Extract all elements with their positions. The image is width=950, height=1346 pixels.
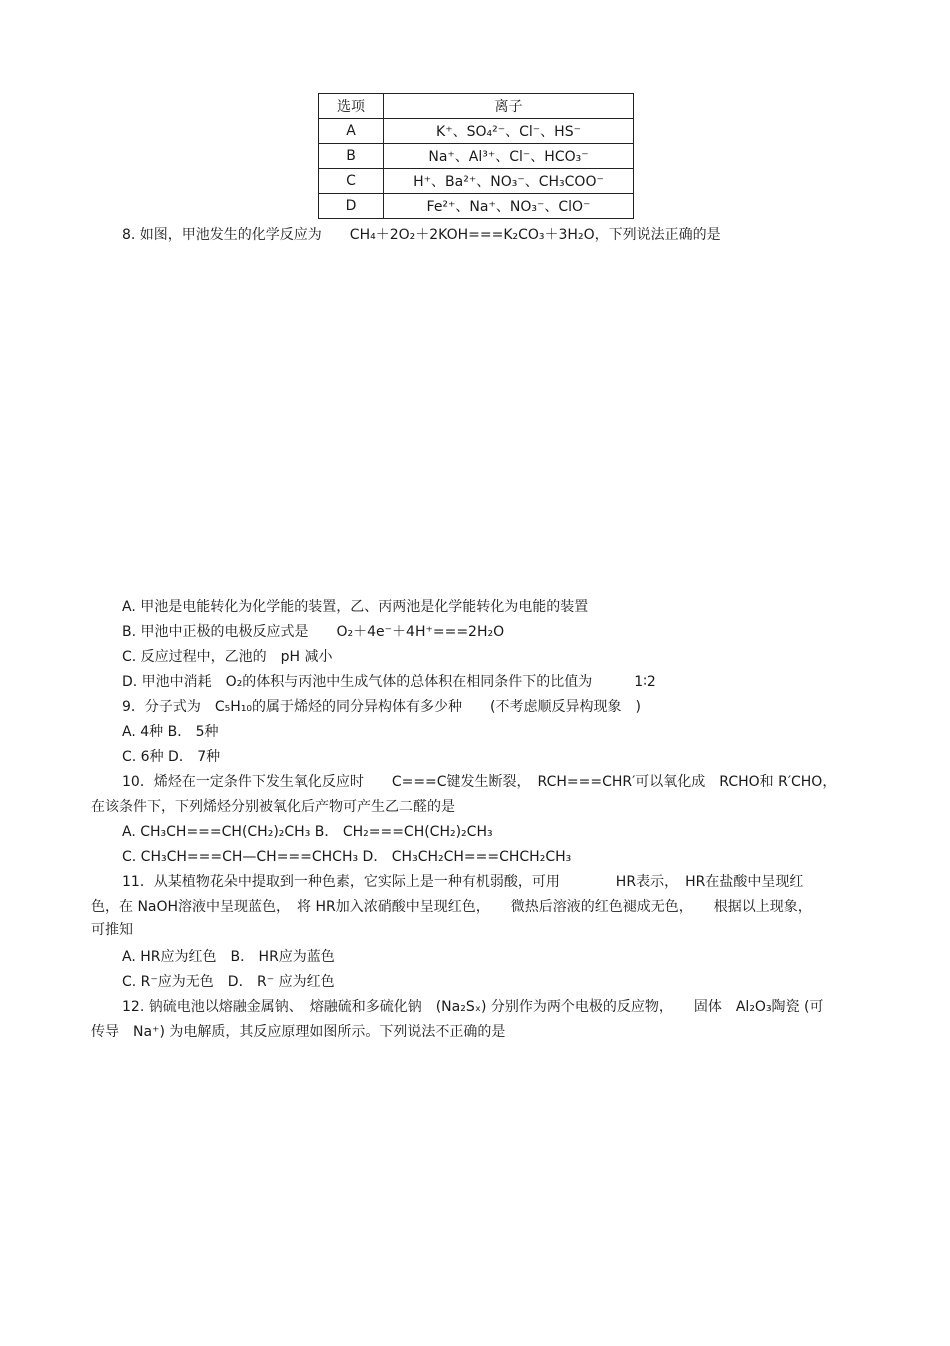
row-option: A (319, 119, 384, 144)
q10-option-cd: C. CH₃CH===CH—CH===CHCH₃ D． CH₃CH₂CH===CHCH₂CH₃ (122, 849, 572, 865)
ion-table (318, 93, 634, 219)
table-row (319, 194, 634, 219)
header-option: 选项 (319, 94, 384, 119)
row-option: B (319, 144, 384, 169)
q10-option-ab: A. CH₃CH===CH(CH₂)₂CH₃ B． CH₂===CH(CH₂)₂CH₃ (122, 824, 493, 840)
q11-stem-line1: 11．从某植物花朵中提取到一种色素，它实际上是一种有机弱酸，可用 HR表示， HR在盐酸中呈现红 (122, 874, 804, 890)
q8-option-d: D. 甲池中消耗 O₂的体积与丙池中生成气体的总体积在相同条件下的比值为 1∶2 (122, 674, 656, 690)
table-row (319, 144, 634, 169)
row-option: C (319, 169, 384, 194)
row-option: D (319, 194, 384, 219)
q9-option-ab: A. 4种 B． 5种 (122, 724, 219, 740)
q8-option-c: C. 反应过程中，乙池的 pH 减小 (122, 649, 333, 665)
row-ions: Na⁺、Al³⁺、Cl⁻、HCO₃⁻ (384, 144, 634, 169)
table-row (319, 119, 634, 144)
q8-option-b: B. 甲池中正极的电极反应式是 O₂＋4e⁻＋4H⁺===2H₂O (122, 624, 505, 640)
row-ions: H⁺、Ba²⁺、NO₃⁻、CH₃COO⁻ (384, 169, 634, 194)
q11-option-ab: A. HR应为红色 B． HR应为蓝色 (122, 949, 335, 965)
q9-stem: 9．分子式为 C₅H₁₀的属于烯烃的同分异构体有多少种 (不考虑顺反异构现象 ) (122, 699, 641, 715)
q12-stem-line2: 传导 Na⁺) 为电解质，其反应原理如图所示。下列说法不正确的是 (91, 1024, 506, 1040)
header-ions: 离子 (384, 94, 634, 119)
row-ions: K⁺、SO₄²⁻、Cl⁻、HS⁻ (384, 119, 634, 144)
row-ions: Fe²⁺、Na⁺、NO₃⁻、ClO⁻ (384, 194, 634, 219)
q9-option-cd: C. 6种 D． 7种 (122, 749, 221, 765)
q11-option-cd: C. R⁻应为无色 D． R⁻ 应为红色 (122, 974, 335, 990)
q10-stem-line1: 10．烯烃在一定条件下发生氧化反应时 C===C键发生断裂， RCH===CHR′可以氧化成 RCHO和 R′CHO， (122, 774, 837, 790)
table-header-row (319, 94, 634, 119)
q10-stem-line2: 在该条件下，下列烯烃分别被氧化后产物可产生乙二醛的是 (91, 799, 455, 815)
q11-stem-line2: 色，在 NaOH溶液中呈现蓝色， 将 HR加入浓硝酸中呈现红色， 微热后溶液的红色褪成无色， 根据以上现象， (91, 899, 812, 915)
q8-stem: 8. 如图，甲池发生的化学反应为 CH₄＋2O₂＋2KOH===K₂CO₃＋3H₂O，下列说法正确的是 (122, 227, 721, 243)
q11-stem-line3: 可推知 (91, 922, 133, 938)
q12-stem-line1: 12. 钠硫电池以熔融金属钠、 熔融硫和多硫化钠 (Na₂Sₓ) 分别作为两个电极的反应物， 固体 Al₂O₃陶瓷 (可 (122, 999, 824, 1015)
table-row (319, 169, 634, 194)
q8-option-a: A. 甲池是电能转化为化学能的装置，乙、丙两池是化学能转化为电能的装置 (122, 599, 589, 615)
